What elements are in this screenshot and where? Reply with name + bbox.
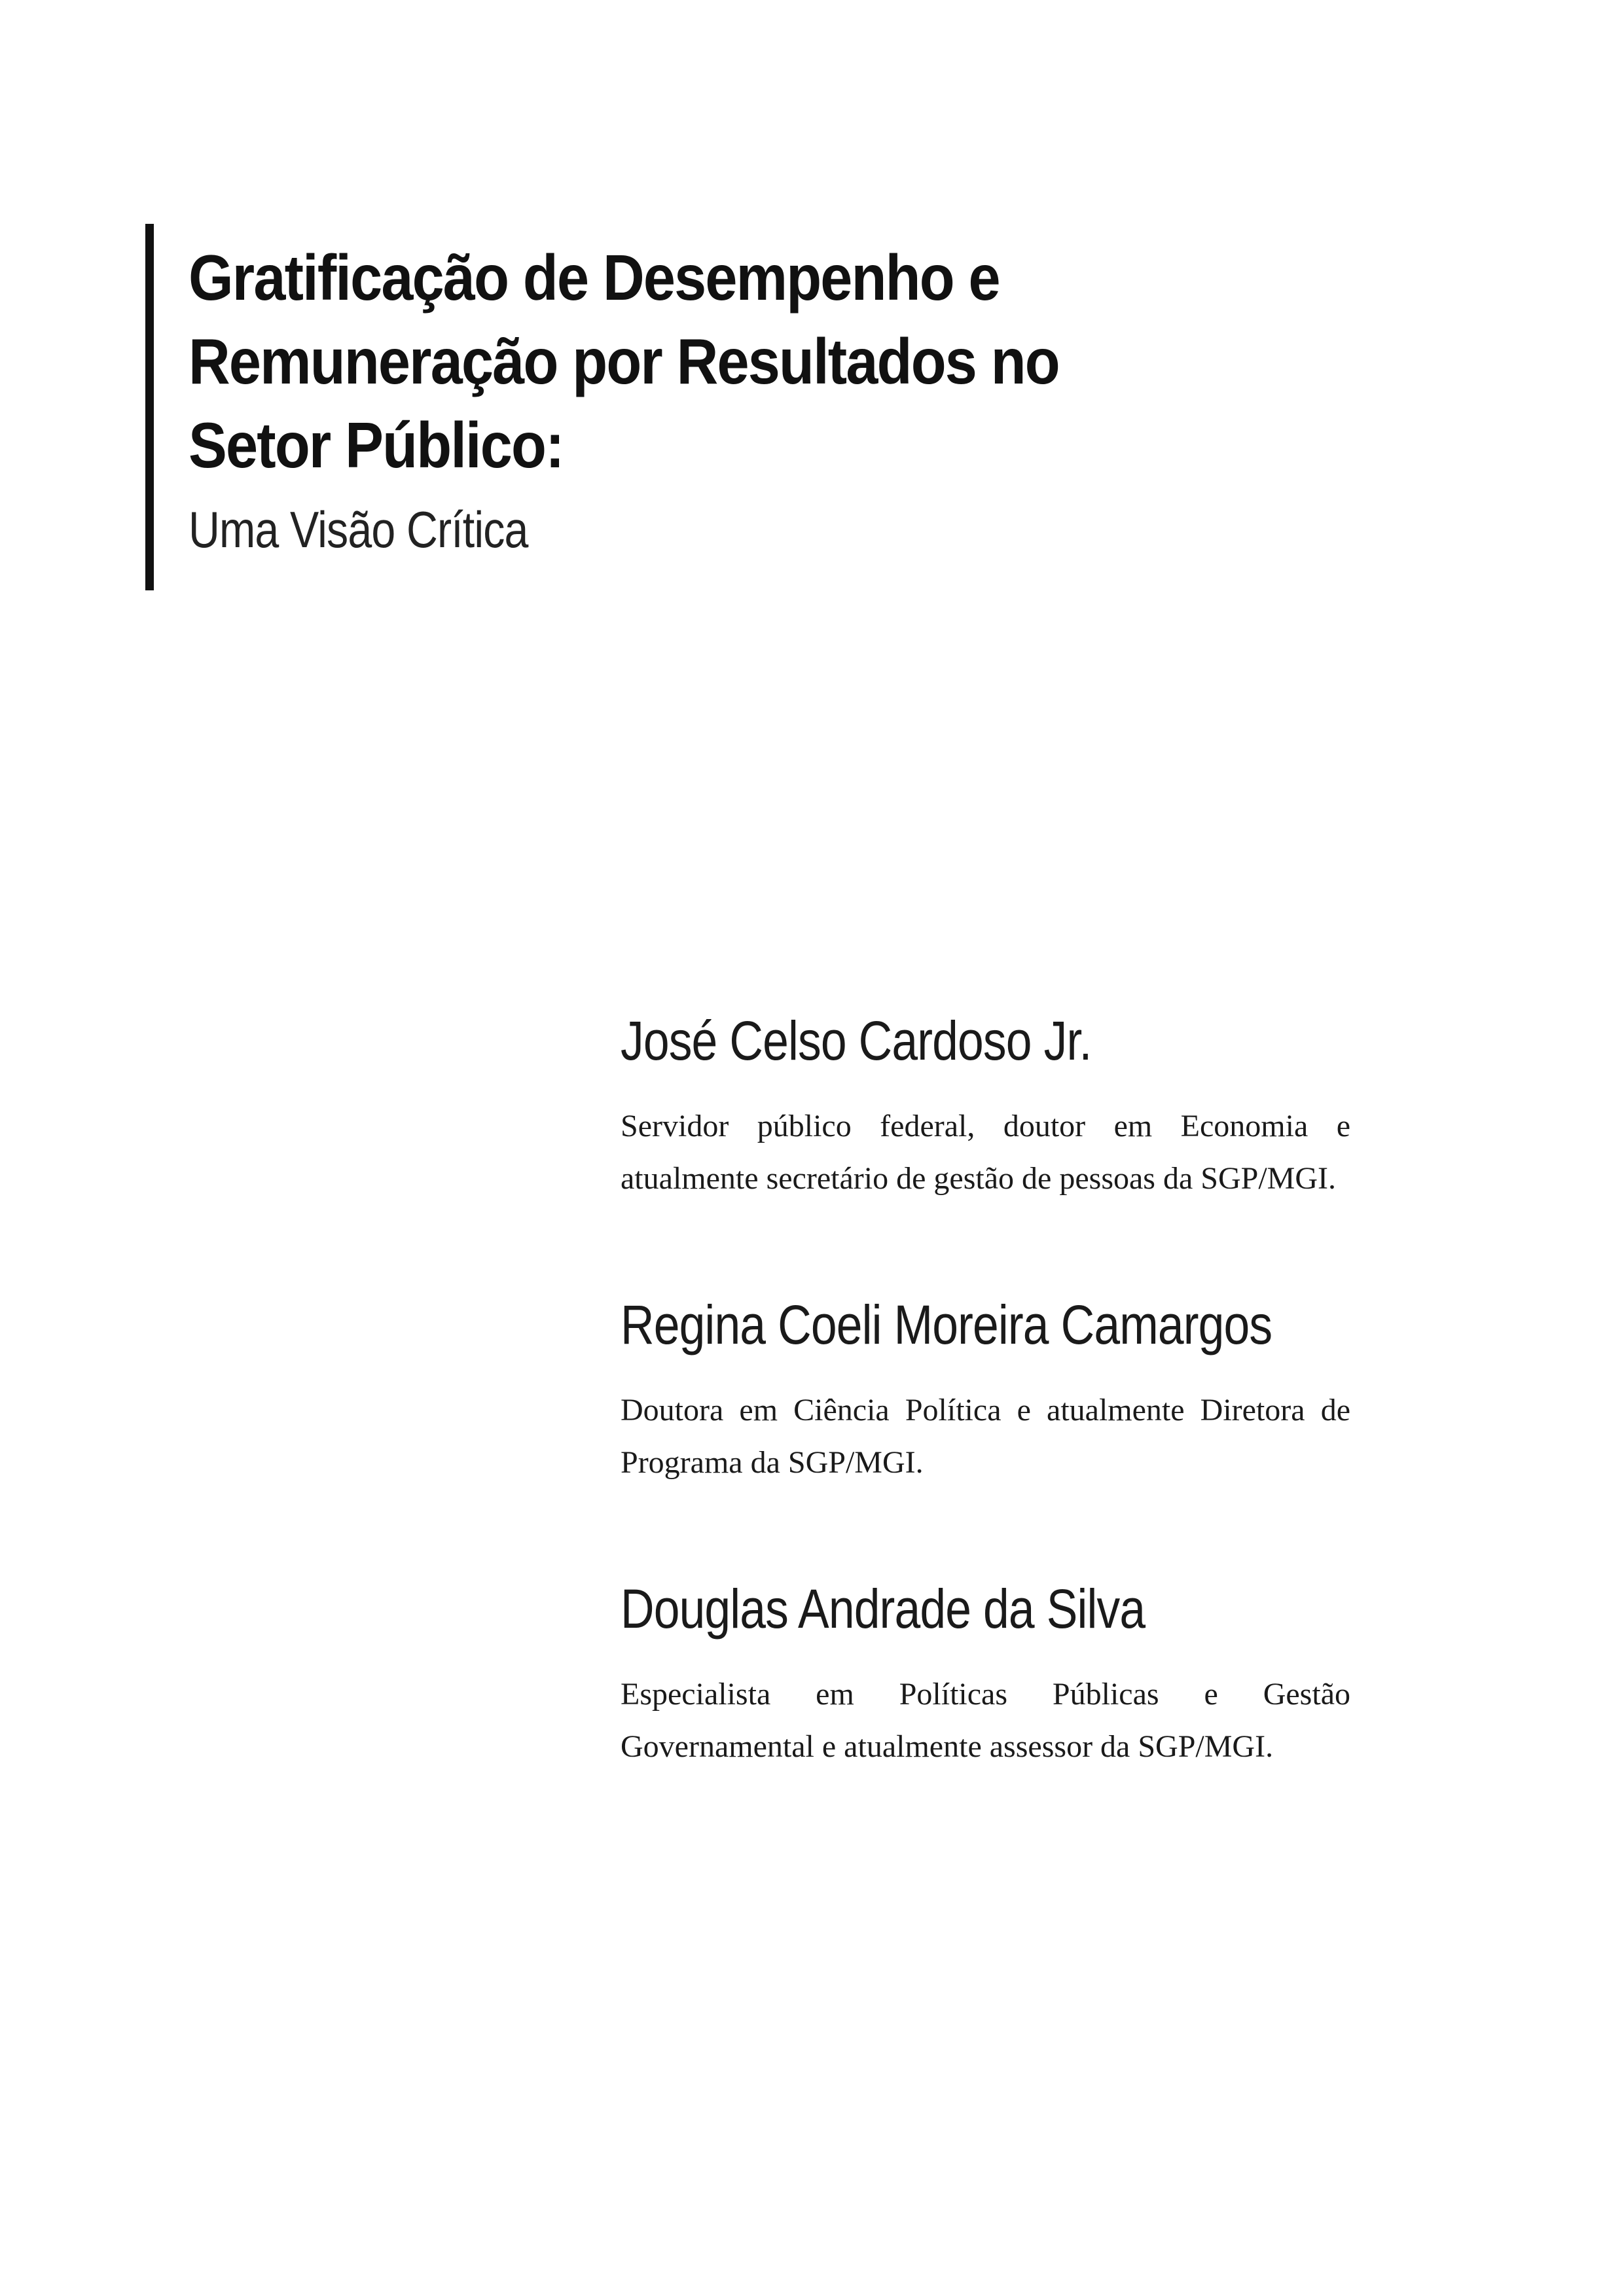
author-entry [621, 1005, 1350, 1205]
author-description: Servidor público federal, doutor em Economia e atualmente secretário de gestão de pessoas da SGP/MGI. [621, 1109, 1350, 1196]
title-line-1: Gratificação de Desempenho e [189, 242, 1000, 314]
author-description: Doutora em Ciência Política e atualmente Diretora de Programa da SGP/MGI. [621, 1393, 1350, 1480]
subtitle: Uma Visão Crítica [189, 501, 528, 558]
author-name: Douglas Andrade da Silva [621, 1578, 1146, 1640]
title-line-2: Remuneração por Resultados no [189, 325, 1059, 397]
author-entry [621, 1289, 1350, 1489]
title-text [189, 236, 1105, 572]
author-name: José Celso Cardoso Jr. [621, 1010, 1092, 1071]
title-accent-bar [145, 224, 154, 590]
author-description: Especialista em Políticas Públicas e Gestão Governamental e atualmente assessor da SGP/MGI. [621, 1677, 1350, 1764]
author-entry [621, 1573, 1350, 1773]
author-name: Regina Coeli Moreira Camargos [621, 1294, 1272, 1355]
authors-section [621, 1005, 1350, 1773]
title-line-3: Setor Público: [189, 409, 564, 481]
title-block [145, 224, 1127, 590]
